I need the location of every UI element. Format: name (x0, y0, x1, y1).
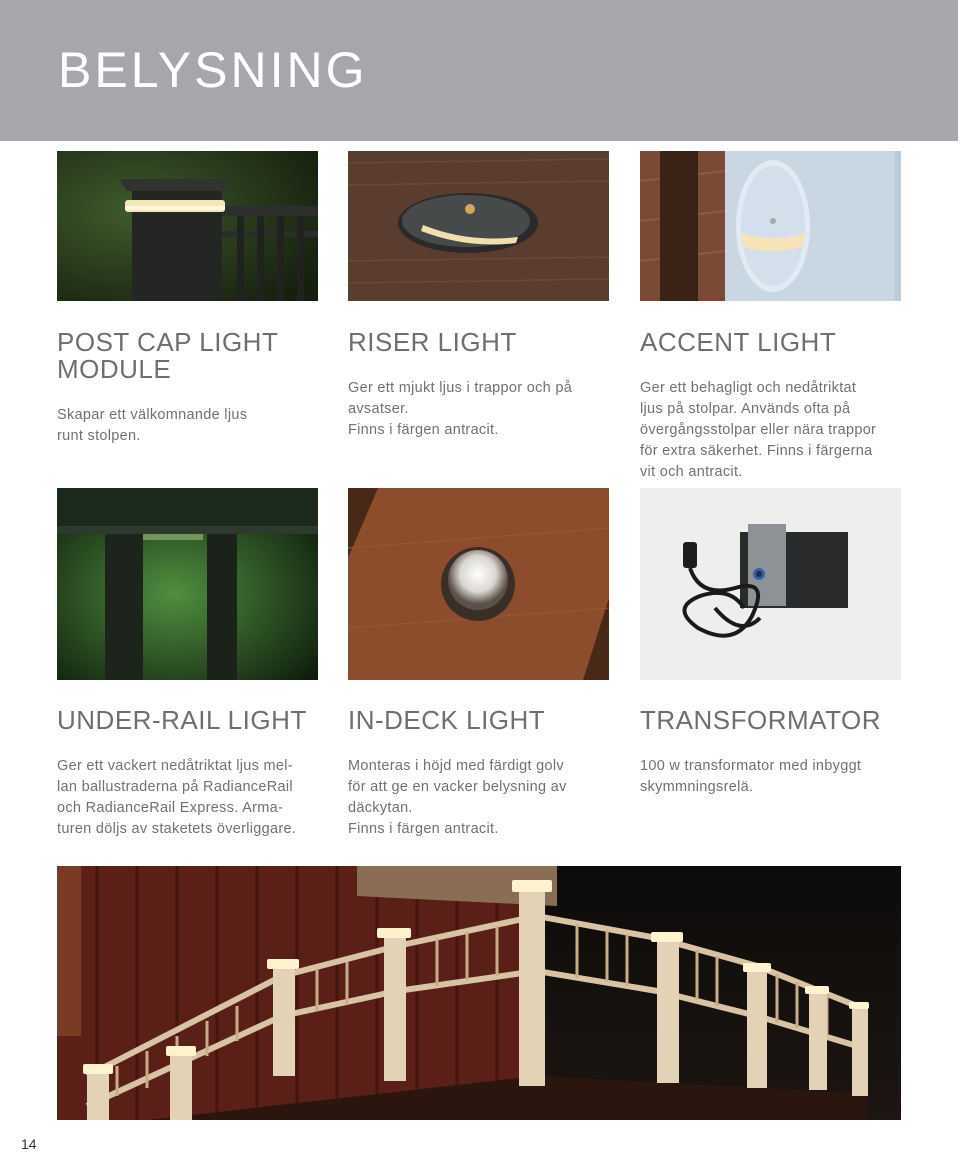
product-title: IN-DECK LIGHT (348, 705, 546, 735)
product-description: 100 w transformator med inbyggt skymmningsrelä. (640, 758, 862, 795)
product-description: Ger ett vackert nedåtriktat ljus mel- lan ballustraderna på RadianceRail och RadianceRail Express. Arma- turen döljs av staketets överliggare. (57, 758, 297, 837)
page-number: 14 (21, 1136, 37, 1152)
product-riser-light (348, 329, 610, 441)
product-under-rail-light (57, 707, 319, 840)
accent-light-photo (640, 151, 901, 301)
deck-lighting-photo (57, 866, 901, 1120)
product-description: Ger ett behagligt och nedåtriktat ljus på stolpar. Används ofta på övergångsstolpar eller nära trappor för extra säkerhet. Finns i färgerna vit och antracit. (640, 380, 877, 480)
page-title: BELYSNING (58, 42, 368, 98)
product-title: UNDER-RAIL LIGHT (57, 705, 307, 735)
product-description: Ger ett mjukt ljus i trappor och på avsatser. Finns i färgen antracit. (348, 380, 573, 438)
product-description: Skapar ett välkomnande ljus runt stolpen. (57, 407, 248, 444)
product-transformator (640, 707, 902, 798)
product-title: ACCENT LIGHT (640, 327, 837, 357)
product-description: Monteras i höjd med färdigt golv för att ge en vacker belysning av däckytan. Finns i färgen antracit. (348, 758, 567, 837)
transformator-photo (640, 488, 901, 680)
product-in-deck-light (348, 707, 610, 840)
product-title: TRANSFORMATOR (640, 705, 881, 735)
riser-light-photo (348, 151, 609, 301)
product-title: RISER LIGHT (348, 327, 517, 357)
product-accent-light (640, 329, 902, 483)
post-cap-light-photo (57, 151, 318, 301)
under-rail-light-photo (57, 488, 318, 680)
in-deck-light-photo (348, 488, 609, 680)
product-title: POST CAP LIGHT MODULE (57, 327, 279, 384)
product-post-cap-light (57, 329, 319, 447)
